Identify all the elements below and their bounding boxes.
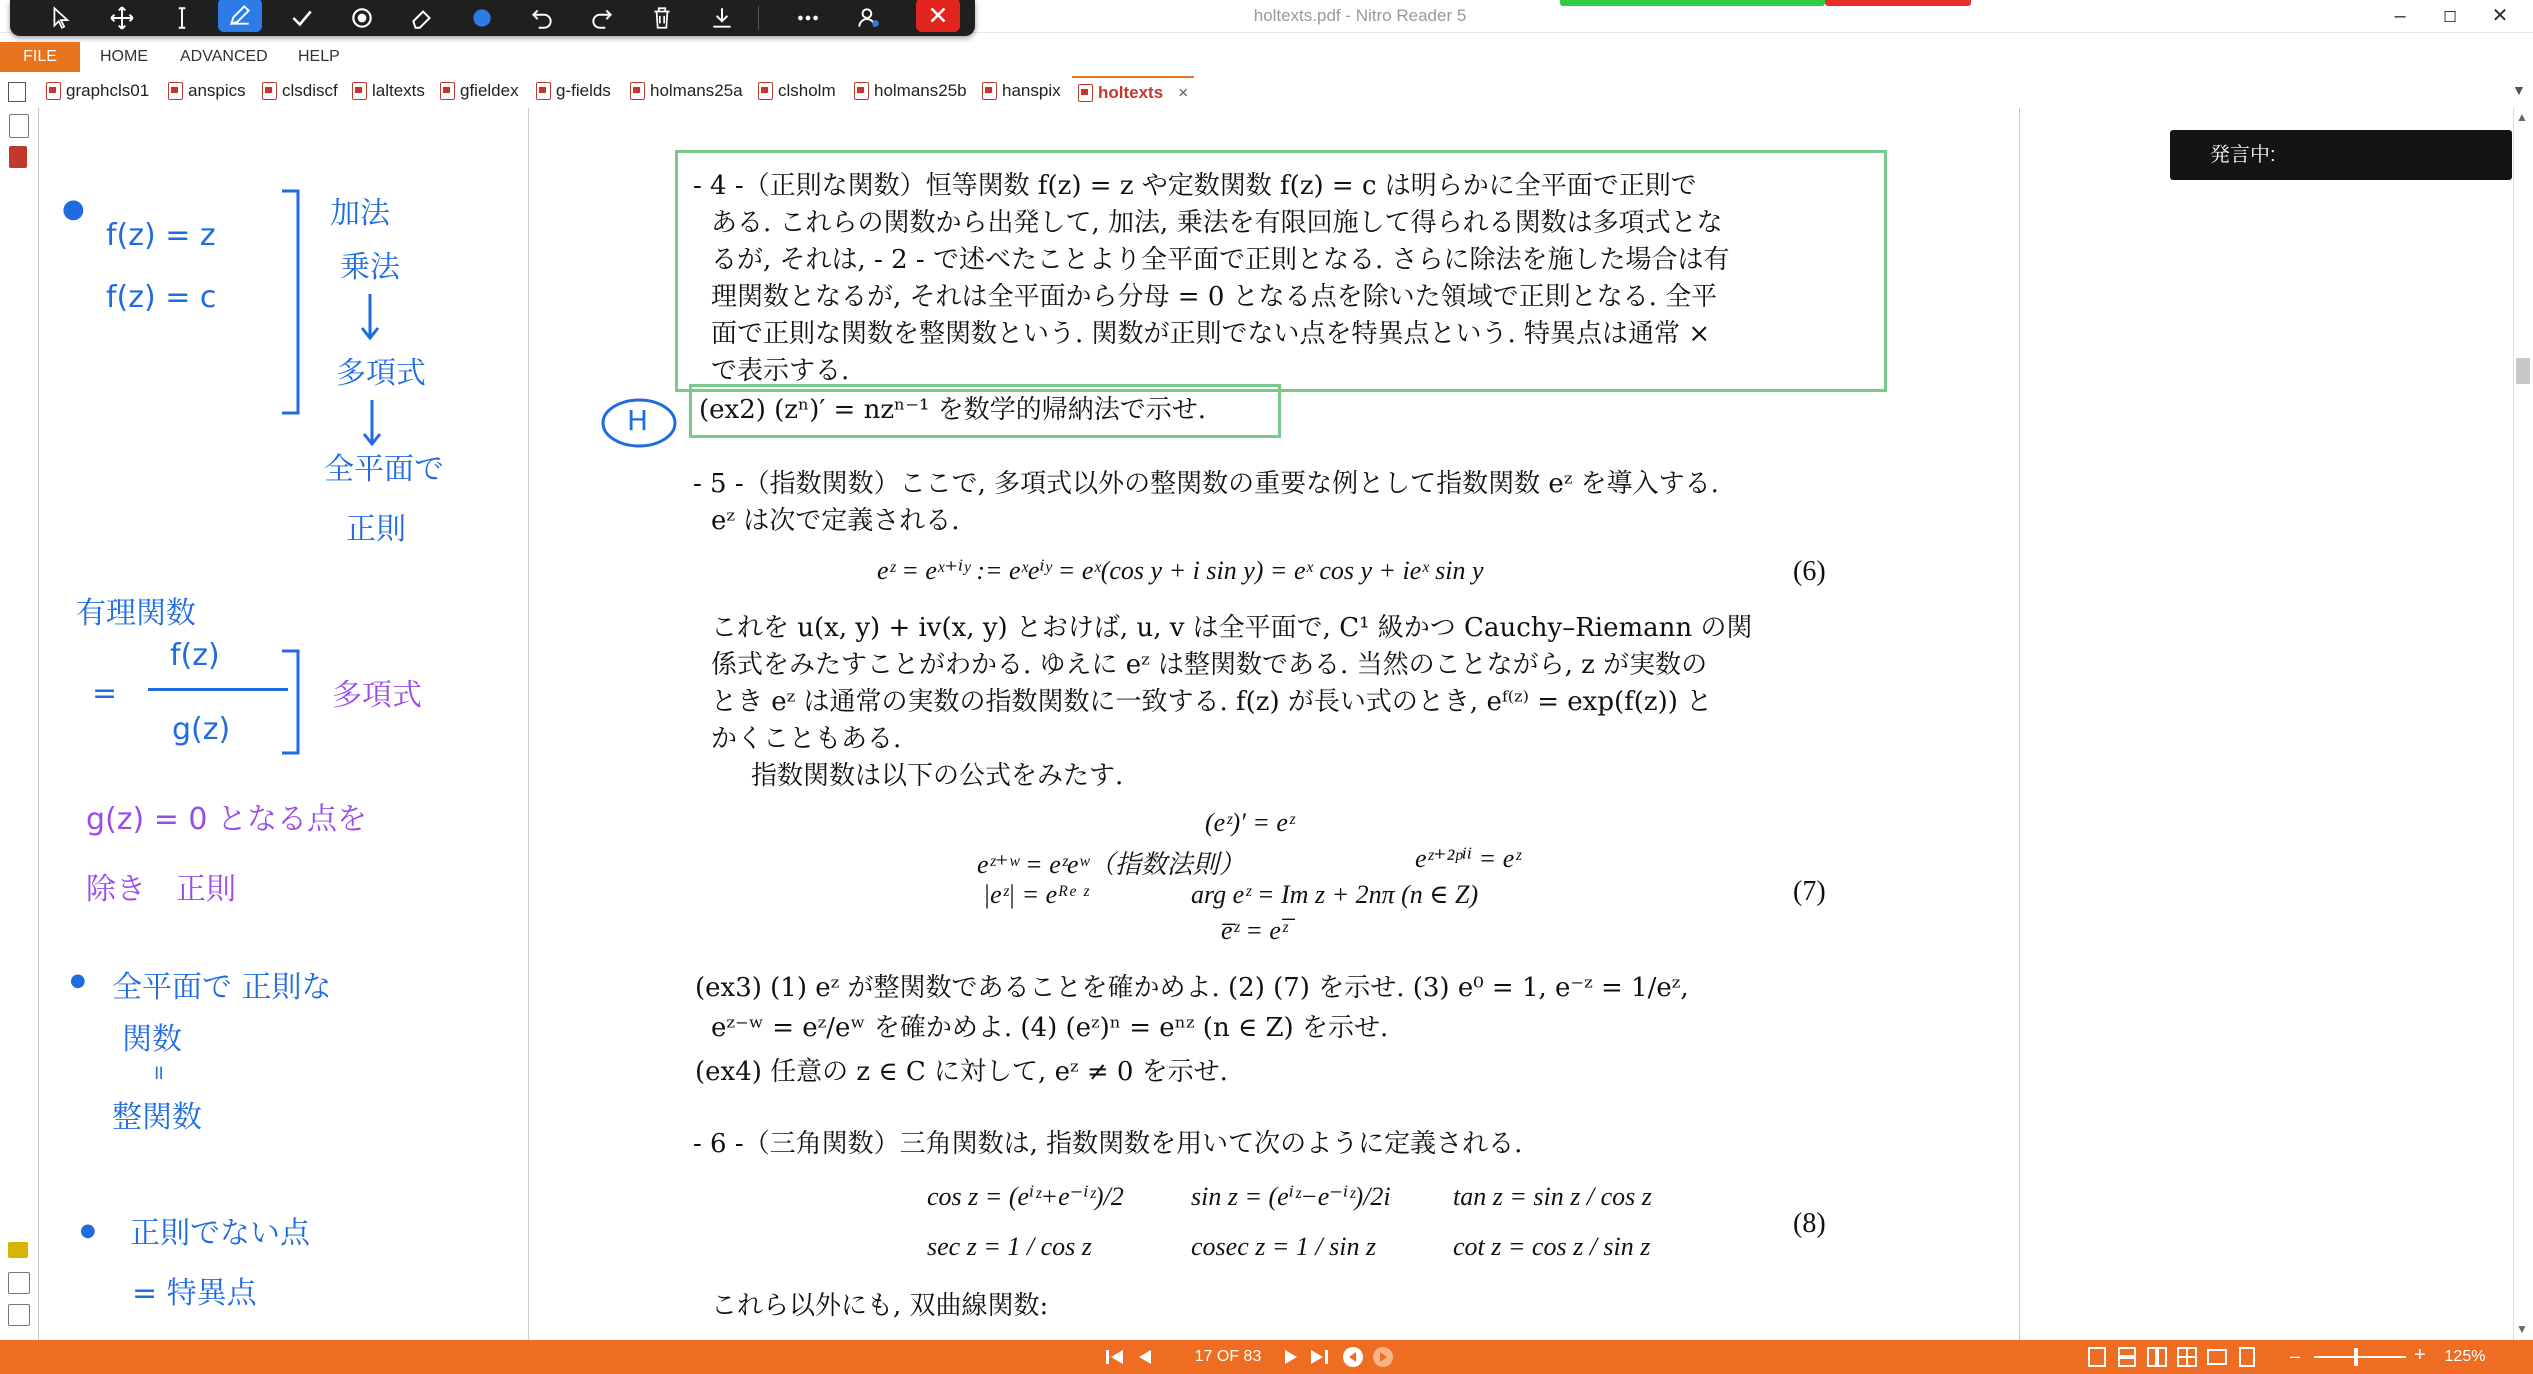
doc-tab-label: holtexts	[1098, 83, 1164, 102]
note-arrow-down	[360, 398, 384, 448]
p5b-line: 係式をみたすことがわかる. ゆえに eᶻ は整関数である. 当然のことながら, z が実数の	[711, 650, 1708, 680]
note-poly: 多項式	[336, 356, 426, 391]
note-bullet: ●	[62, 194, 85, 224]
pdf-icon	[440, 82, 455, 100]
eq7-top: (eᶻ)′ = eᶻ	[1205, 808, 1295, 837]
eq7-right1: eᶻ⁺²ᵖⁱⁱ = eᶻ	[1415, 844, 1521, 873]
two-page-view-icon[interactable]	[2146, 1346, 2168, 1368]
doc-tab[interactable]	[168, 76, 246, 106]
note-fraction-bar	[148, 688, 288, 691]
ex2-mark-letter: H	[627, 404, 649, 437]
note-singular2: = 特異点	[132, 1276, 257, 1311]
eq8-sec: sec z = 1 / cos z	[927, 1232, 1092, 1261]
comments-panel-icon[interactable]	[8, 1242, 28, 1258]
doc-tab[interactable]	[630, 76, 743, 106]
toolbar-divider	[758, 6, 759, 30]
note-whole-plane: 全平面で	[324, 452, 444, 487]
pdf-icon	[982, 82, 997, 100]
speaking-indicator: 発言中:	[2170, 130, 2512, 180]
equation-8-number: (8)	[1793, 1208, 1826, 1239]
note-ops1: 加法	[330, 196, 390, 231]
eq7-left2: |eᶻ| = eᴿᵉ ᶻ	[983, 880, 1089, 909]
doc-tab-label: laltexts	[372, 81, 425, 100]
note-numerator: f(z)	[170, 638, 220, 673]
note-f2: f(z) = c	[106, 280, 217, 315]
p4-line: - 4 -（正則な関数）恒等関数 f(z) = z や定数関数 f(z) = c は明らかに全平面で正則で	[693, 171, 1697, 201]
tab-help[interactable]: HELP	[298, 48, 340, 65]
doc-tab-label: gfieldex	[460, 81, 519, 100]
tab-advanced[interactable]: ADVANCED	[180, 48, 268, 65]
tabs-dropdown-icon[interactable]: ▼	[2512, 82, 2526, 98]
stamp-icon[interactable]	[340, 0, 384, 36]
ex4: (ex4) 任意の z ∈ C に対して, eᶻ ≠ 0 を示せ.	[695, 1057, 1228, 1087]
eq7-bottom: e̅ᶻ = eᶻ̅	[1221, 916, 1288, 945]
doc-tab-label: holmans25b	[874, 81, 967, 100]
p4-line: るが, それは, - 2 - で述べたことより全平面で正則となる. さらに除法を施した場合は有	[711, 245, 1730, 275]
select-arrow-icon[interactable]	[40, 0, 84, 36]
note-rational-title: 有理関数	[76, 596, 196, 631]
p4-line: 理関数となるが, それは全平面から分母 = 0 となる点を除いた領域で正則となる. 全平	[711, 282, 1718, 312]
single-page-view-icon[interactable]	[2086, 1346, 2108, 1368]
layers-panel-icon[interactable]	[8, 1304, 30, 1326]
doc-tab-label: clsdiscf	[282, 81, 338, 100]
note-remove: 除き 正則	[86, 872, 236, 907]
note-entire-eq: ॥	[152, 1060, 164, 1084]
p4-line: 面で正則な関数を整関数という. 関数が正則でない点を特異点という. 特異点は通常 ×	[711, 319, 1711, 349]
note-zero: g(z) = 0 となる点を	[86, 802, 368, 837]
note-eq-sign: =	[92, 676, 118, 711]
note-entire3: 整関数	[112, 1100, 202, 1135]
equation-6: eᶻ = eˣ⁺ⁱʸ := eˣeⁱʸ = eˣ(cos y + i sin y) = eˣ cos y + ieˣ sin y	[877, 556, 1484, 585]
close-icon[interactable]	[916, 0, 960, 32]
window-title: holtexts.pdf - Nitro Reader 5	[1253, 6, 1467, 25]
scroll-up-icon[interactable]: ▲	[2516, 110, 2528, 124]
zoom-in-icon[interactable]: +	[2414, 1344, 2426, 1366]
eq8-cosec: cosec z = 1 / sin z	[1191, 1232, 1377, 1261]
p5b-line: これを u(x, y) + iv(x, y) とおけば, u, v は全平面で, C¹ 級かつ Cauchy–Riemann の関	[711, 613, 1753, 643]
scroll-thumb[interactable]	[2516, 358, 2530, 384]
note-arrow-down	[358, 292, 382, 342]
download-icon[interactable]	[700, 0, 744, 36]
doc-tab-label: holmans25a	[650, 81, 743, 100]
doc-tab[interactable]	[262, 76, 338, 106]
doc-tab[interactable]	[854, 76, 967, 106]
eraser-icon[interactable]	[400, 0, 444, 36]
fit-width-icon[interactable]	[2206, 1346, 2228, 1368]
doc-tab[interactable]	[982, 76, 1061, 106]
doc-tab[interactable]	[536, 76, 611, 106]
pdf-icon	[352, 82, 367, 100]
pdf-icon	[758, 82, 773, 100]
color-dot-icon[interactable]	[460, 0, 504, 36]
note-f1: f(z) = z	[106, 218, 216, 253]
pdf-icon	[536, 82, 551, 100]
left-rail	[0, 108, 39, 1340]
page-indicator[interactable]: 17 OF 83	[1194, 1348, 1262, 1365]
note-singular1: 正則でない点	[130, 1216, 310, 1251]
check-icon[interactable]	[280, 0, 324, 36]
note-regular: 正則	[346, 512, 406, 547]
tab-home[interactable]: HOME	[100, 48, 148, 65]
close-icon[interactable]: ✕	[2491, 5, 2509, 27]
go-forward-icon[interactable]	[1372, 1346, 1394, 1368]
go-back-icon[interactable]	[1342, 1346, 1364, 1368]
p5b-line: かくこともある.	[711, 724, 902, 754]
eq8-tan: tan z = sin z / cos z	[1453, 1182, 1652, 1211]
pdf-icon	[262, 82, 277, 100]
pdf-icon	[854, 82, 869, 100]
p5-line: - 5 -（指数関数）ここで, 多項式以外の整関数の重要な例として指数関数 eᶻ を導入する.	[693, 469, 1719, 499]
tab-close-icon[interactable]: ×	[1178, 83, 1189, 102]
trash-icon[interactable]	[640, 0, 684, 36]
p4-line: で表示する.	[711, 356, 850, 386]
two-page-continuous-icon[interactable]	[2176, 1346, 2198, 1368]
doc-tab-label: g-fields	[556, 81, 611, 100]
recording-progress-red	[1825, 0, 1971, 6]
vertical-scrollbar[interactable]	[2513, 108, 2533, 1340]
p4-line: ある. これらの関数から出発して, 加法, 乗法を有限回施して得られる関数は多項式とな	[711, 208, 1723, 238]
undo-icon[interactable]	[520, 0, 564, 36]
pdf-icon	[168, 82, 183, 100]
doc-tab-label: clsholm	[778, 81, 836, 100]
ribbon	[0, 42, 2533, 72]
fit-page-icon[interactable]	[2236, 1346, 2258, 1368]
note-bracket	[280, 188, 310, 418]
eq8-cos: cos z = (eⁱᶻ+e⁻ⁱᶻ)/2	[927, 1182, 1124, 1211]
text-cursor-icon[interactable]	[160, 0, 204, 36]
note-entire1: 全平面で 正則な	[112, 970, 332, 1005]
p6: - 6 -（三角関数）三角関数は, 指数関数を用いて次のように定義される.	[693, 1129, 1523, 1159]
right-panel	[2020, 108, 2513, 1340]
pen-icon[interactable]	[218, 0, 262, 32]
equation-6-number: (6)	[1793, 556, 1826, 587]
ex3-line: eᶻ⁻ʷ = eᶻ/eʷ を確かめよ. (4) (eᶻ)ⁿ = eⁿᶻ (n ∈ Z) を示せ.	[711, 1013, 1389, 1043]
document-view[interactable]	[529, 108, 2020, 1340]
doc-tab-active[interactable]	[1072, 76, 1194, 108]
note-bullet: ●	[80, 1220, 96, 1241]
ex2: (ex2) (zⁿ)′ = nzⁿ⁻¹ を数学的帰納法で示せ.	[699, 395, 1206, 425]
next-page-icon[interactable]	[1280, 1346, 1302, 1368]
doc-tab[interactable]	[46, 76, 149, 106]
equation-7-number: (7)	[1793, 876, 1826, 907]
redo-icon[interactable]	[580, 0, 624, 36]
maximize-icon[interactable]: ◻	[2442, 6, 2458, 25]
note-poly2: 多項式	[332, 678, 422, 713]
bookmarks-panel-icon[interactable]	[9, 146, 27, 168]
move-icon[interactable]	[100, 0, 144, 36]
handwriting-notes-panel	[40, 108, 529, 1340]
doc-tab-label: hanspix	[1002, 81, 1061, 100]
note-entire2: 関数	[122, 1022, 182, 1057]
pdf-icon	[1078, 84, 1093, 102]
prev-page-icon[interactable]	[1134, 1346, 1156, 1368]
doc-tab[interactable]	[758, 76, 836, 106]
eq7-left1: eᶻ⁺ʷ = eᶻeʷ（指数法則）	[977, 850, 1245, 879]
p5b-line: とき eᶻ は通常の実数の指数関数に一致する. f(z) が長い式のとき, eᶠ⁽ᶻ⁾ = exp(f(z)) と	[711, 687, 1713, 717]
attachments-panel-icon[interactable]	[8, 1272, 30, 1294]
zoom-slider[interactable]	[2314, 1356, 2406, 1358]
eq7-mid2: arg eᶻ = Im z + 2nπ (n ∈ Z)	[1191, 880, 1479, 909]
scroll-down-icon[interactable]: ▼	[2516, 1322, 2528, 1336]
continuous-view-icon[interactable]	[2116, 1346, 2138, 1368]
p7: これら以外にも, 双曲線関数:	[711, 1291, 1049, 1321]
more-icon[interactable]	[786, 0, 830, 36]
pdf-icon	[630, 82, 645, 100]
pen-toolbar	[10, 0, 975, 36]
first-page-icon[interactable]	[1104, 1346, 1126, 1368]
page-icon[interactable]	[8, 82, 26, 102]
pdf-icon	[46, 82, 61, 100]
eq8-sin: sin z = (eⁱᶻ−e⁻ⁱᶻ)/2i	[1191, 1182, 1391, 1211]
doc-tab[interactable]	[352, 76, 425, 106]
tab-file[interactable]: FILE	[0, 42, 80, 72]
note-ops2: 乗法	[340, 250, 400, 285]
zoom-level[interactable]: 125%	[2444, 1348, 2486, 1365]
pages-panel-icon[interactable]	[9, 114, 29, 138]
zoom-out-icon[interactable]: –	[2290, 1346, 2301, 1366]
doc-tab[interactable]	[440, 76, 519, 106]
doc-tab-label: graphcls01	[66, 81, 150, 100]
ex3-line: (ex3) (1) eᶻ が整関数であることを確かめよ. (2) (7) を示せ. (3) e⁰ = 1, e⁻ᶻ = 1/eᶻ,	[695, 973, 1689, 1003]
zoom-slider-thumb[interactable]	[2354, 1348, 2358, 1366]
p5-line: eᶻ は次で定義される.	[711, 506, 960, 536]
eq8-cot: cot z = cos z / sin z	[1453, 1232, 1651, 1261]
note-bracket	[280, 648, 308, 758]
note-bullet: ●	[70, 970, 86, 991]
p5b-line: 指数関数は以下の公式をみたす.	[725, 761, 1124, 791]
note-denominator: g(z)	[172, 712, 231, 747]
doc-tab-label: anspics	[188, 81, 246, 100]
last-page-icon[interactable]	[1308, 1346, 1330, 1368]
person-icon[interactable]	[846, 0, 890, 36]
minimize-icon[interactable]: –	[2394, 5, 2406, 27]
